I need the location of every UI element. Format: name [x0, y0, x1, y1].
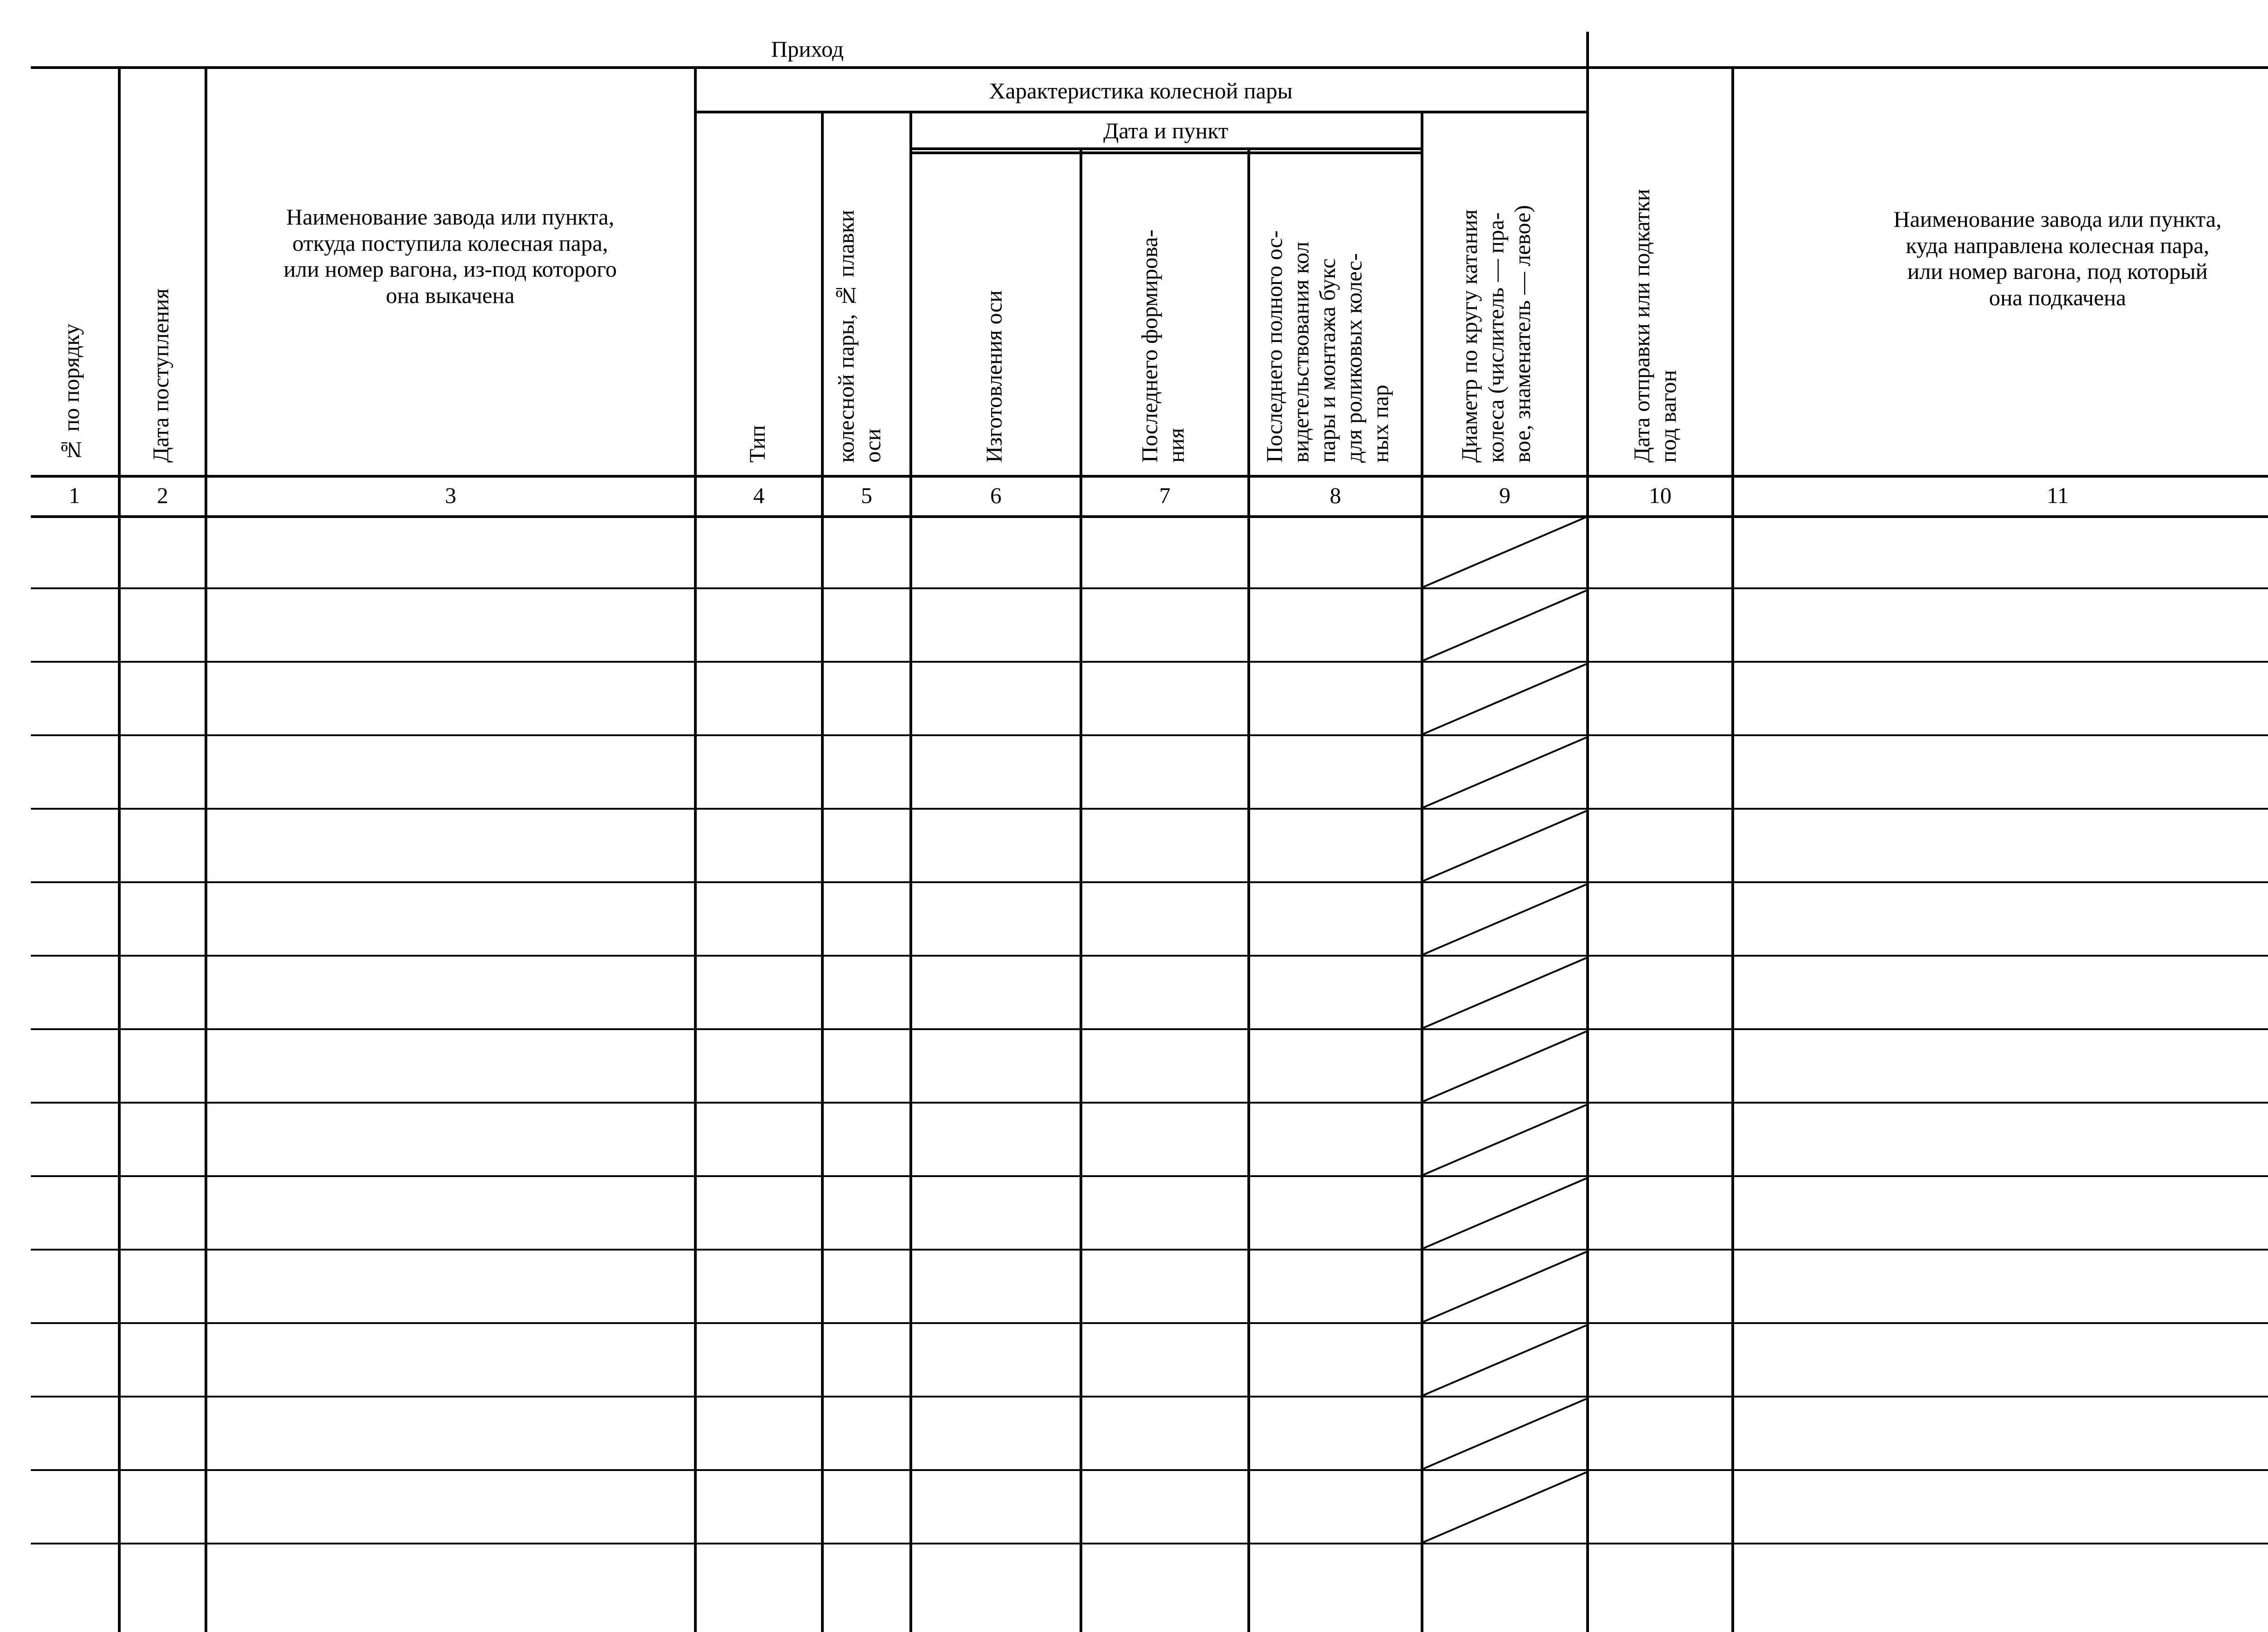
col-number-7: 7 [1159, 483, 1171, 508]
col-number-6: 6 [990, 483, 1002, 508]
col8-header: Последнего полного ос- видетельствования кол пары и монтажа букс для роликовых колес- ных пар [1261, 230, 1393, 463]
col9-header: Диаметр по кругу катания колеса (числитель — пра- вое, знаменатель — левое) [1457, 205, 1535, 463]
col4-header: Тип [744, 425, 770, 463]
prikhod-heading: Приход [771, 36, 844, 62]
col-number-2: 2 [157, 483, 168, 508]
diagonal-divider [1423, 1252, 1586, 1322]
diagonal-divider [1423, 1105, 1586, 1175]
col6-header: Изготовления оси [981, 290, 1007, 463]
col-number-3: 3 [445, 483, 456, 508]
diagonal-divider [1423, 884, 1586, 954]
diagonal-divider [1423, 1325, 1586, 1395]
col11-header: Наименование завода или пункта, куда направлена колесная пара, или номер вагона, под который она подкачена [1893, 206, 2222, 310]
col3-header: Наименование завода или пункта, откуда поступила колесная пара, или номер вагона, из-под которого она выкачена [284, 204, 617, 308]
diagonal-divider [1423, 1399, 1586, 1469]
diagonal-divider [1423, 958, 1586, 1028]
diagonal-divider [1423, 591, 1586, 660]
date-point-heading: Дата и пункт [1103, 118, 1228, 143]
diagonal-divider [1423, 517, 1586, 587]
col-number-11: 11 [2047, 483, 2069, 508]
diagonal-divider [1423, 664, 1586, 734]
col1-header: № по порядку [59, 323, 84, 463]
col7-header: Последнего формирова- ния [1137, 229, 1189, 463]
col-number-9: 9 [1499, 483, 1510, 508]
col2-header: Дата поступления [148, 288, 173, 463]
diagonal-divider [1423, 1472, 1586, 1542]
col-number-1: 1 [68, 483, 80, 508]
col5-header: колесной пары, № плавки оси [833, 210, 885, 463]
col10-header: Дата отправки или подкатки под вагон [1629, 189, 1681, 463]
col-number-4: 4 [753, 483, 765, 508]
characteristic-heading: Характеристика колесной пары [989, 78, 1293, 103]
col-number-8: 8 [1330, 483, 1341, 508]
col-number-10: 10 [1649, 483, 1672, 508]
diagonal-divider [1423, 1178, 1586, 1248]
col-number-5: 5 [861, 483, 872, 508]
diagonal-divider [1423, 1031, 1586, 1101]
diagonal-divider [1423, 738, 1586, 807]
diagonal-divider [1423, 811, 1586, 881]
